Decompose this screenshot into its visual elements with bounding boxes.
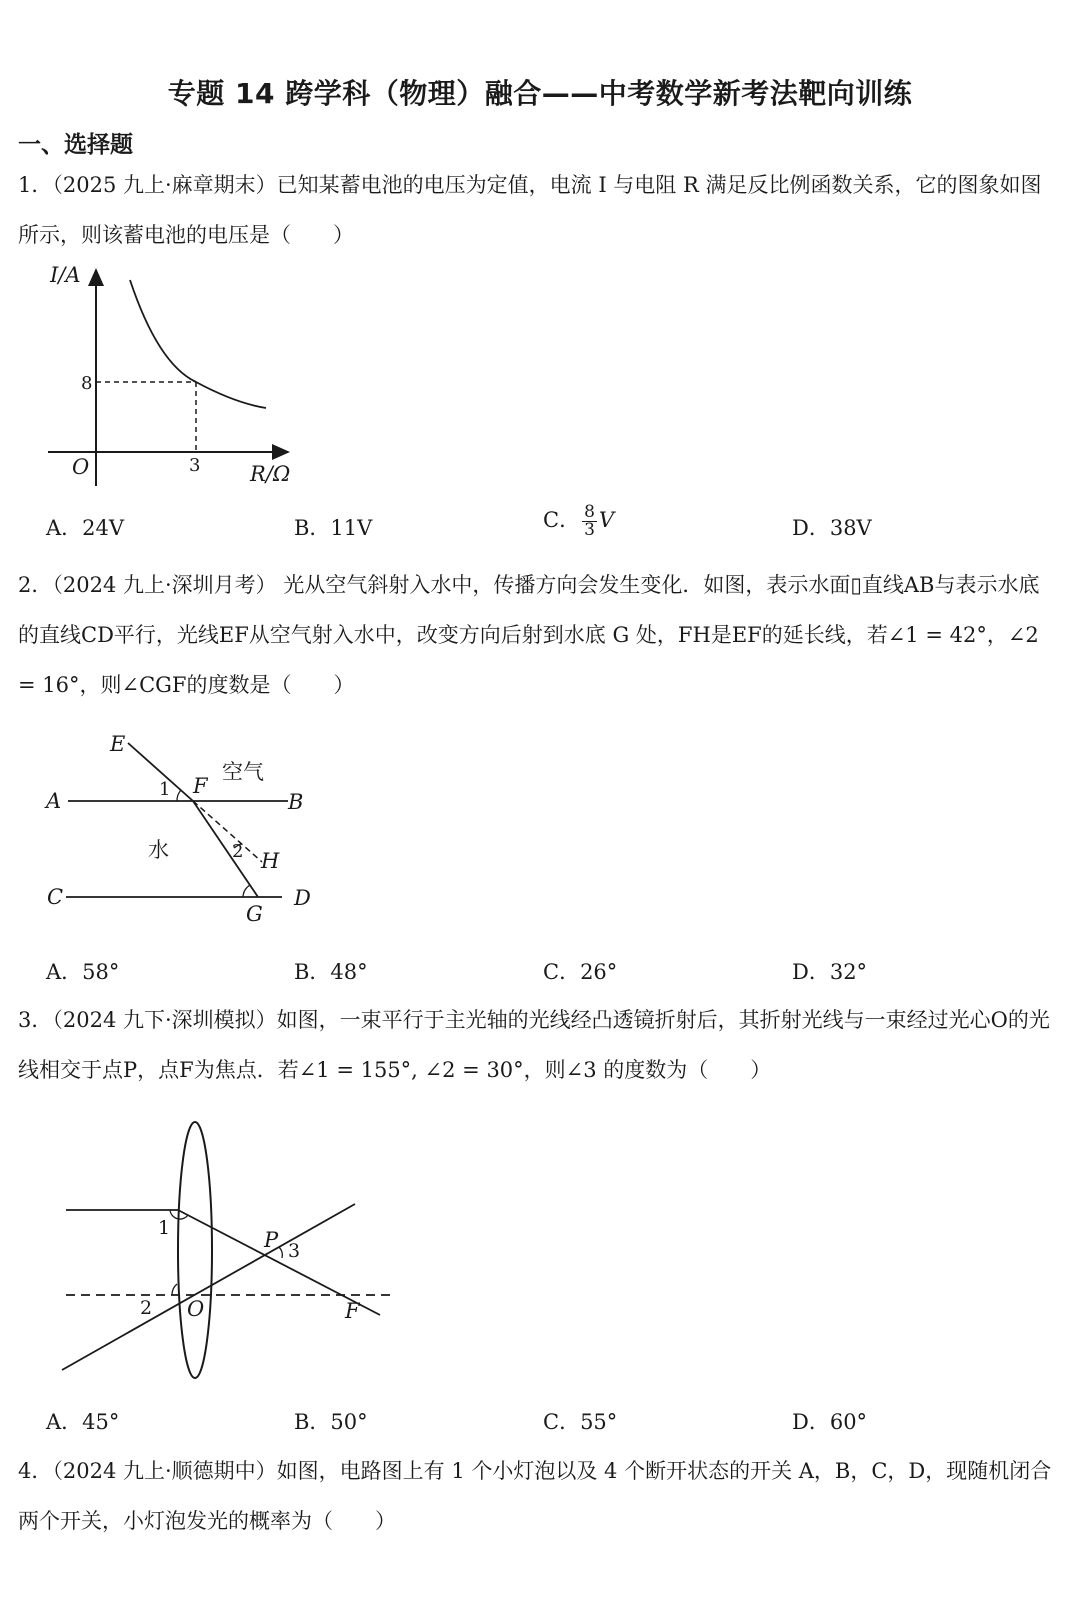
question-2-text: 2．（2024 九上·深圳月考） 光从空气斜射入水中，传播方向会发生变化．如图，表示水面▯直线AB与表示水底的直线CD平行，光线EF从空气射入水中，改变方向后射到水底 G 处，FH是EF的延长线，若∠1 = 42°，∠2 = 16°，则∠CGF的度数是（ ） xyxy=(18,573,1040,697)
point-g-label: G xyxy=(246,902,263,926)
q2-option-d: D．32° xyxy=(792,960,868,984)
q1-option-c-unit: V xyxy=(598,508,615,532)
point-f-label: F xyxy=(193,774,208,798)
q3-option-b: B．50° xyxy=(294,1410,368,1434)
air-label: 空气 xyxy=(222,760,264,784)
x-axis-label: R/Ω xyxy=(250,462,291,486)
point-f-label: F xyxy=(345,1299,360,1323)
q3-option-d: D．60° xyxy=(792,1410,868,1434)
q2-option-c: C．26° xyxy=(543,960,618,984)
convex-lens xyxy=(178,1122,212,1378)
q1-option-c xyxy=(543,504,614,539)
angle-1-label: 1 xyxy=(158,1217,171,1239)
q3-option-c: C．55° xyxy=(543,1410,618,1434)
q1-option-c-fraction xyxy=(582,504,597,539)
fraction-numerator: 8 xyxy=(584,502,595,522)
point-a-label: A xyxy=(46,789,62,813)
question-3-text: 3．（2024 九下·深圳模拟）如图，一束平行于主光轴的光线经凸透镜折射后，其折射光线与一束经过光心O的光线相交于点P，点F为焦点．若∠1 = 155°, ∠2 = 30°，则∠3 的度数为（ ） xyxy=(18,1008,1050,1082)
q3-option-a: A．45° xyxy=(46,1410,120,1434)
question-2-figure xyxy=(30,725,330,930)
angle-2-label: 2 xyxy=(140,1297,153,1319)
point-o-label: O xyxy=(187,1297,205,1321)
y-tick-label: 8 xyxy=(81,373,93,394)
point-d-label: D xyxy=(294,886,311,910)
q1-option-b: B．11V xyxy=(294,516,373,540)
ray-through-optical-center xyxy=(62,1204,355,1370)
q2-option-b: B．48° xyxy=(294,960,368,984)
angle-1-arc xyxy=(177,790,181,801)
angle-cgf-arc xyxy=(243,885,250,897)
q1-option-d: D．38V xyxy=(792,516,872,540)
y-axis-label: I/A xyxy=(50,263,81,287)
question-1-text: 1．（2025 九上·麻章期末）已知某蓄电池的电压为定值，电流 I 与电阻 R 满足反比例函数关系，它的图象如图所示，则该蓄电池的电压是（ ） xyxy=(18,173,1042,247)
fraction-denominator: 3 xyxy=(584,520,595,540)
question-3-figure xyxy=(50,1118,410,1390)
angle-2-arc xyxy=(172,1284,177,1295)
origin-label: O xyxy=(72,455,90,479)
point-p-label: P xyxy=(264,1228,279,1252)
angle-1-label: 1 xyxy=(159,779,171,800)
question-1-figure xyxy=(30,258,320,493)
water-label: 水 xyxy=(148,838,169,862)
x-tick-label: 3 xyxy=(189,455,201,476)
angle-3-label: 3 xyxy=(288,1240,301,1262)
section-heading: 一、选择题 xyxy=(18,132,133,158)
point-e-label: E xyxy=(110,732,126,756)
q2-option-a: A．58° xyxy=(46,960,120,984)
page-title: 专题 14 跨学科（物理）融合——中考数学新考法靶向训练 xyxy=(167,77,913,110)
q1-option-a: A．24V xyxy=(46,516,125,540)
question-4-text: 4．（2024 九上·顺德期中）如图，电路图上有 1 个小灯泡以及 4 个断开状态的开关 A，B，C，D，现随机闭合两个开关，小灯泡发光的概率为（ ） xyxy=(18,1459,1052,1533)
q1-option-c-prefix: C． xyxy=(543,508,581,532)
point-b-label: B xyxy=(288,790,304,814)
inverse-curve xyxy=(130,280,266,408)
angle-3-arc xyxy=(279,1247,282,1258)
point-c-label: C xyxy=(47,885,64,909)
angle-2-label: 2 xyxy=(232,841,244,862)
point-h-label: H xyxy=(261,849,280,873)
